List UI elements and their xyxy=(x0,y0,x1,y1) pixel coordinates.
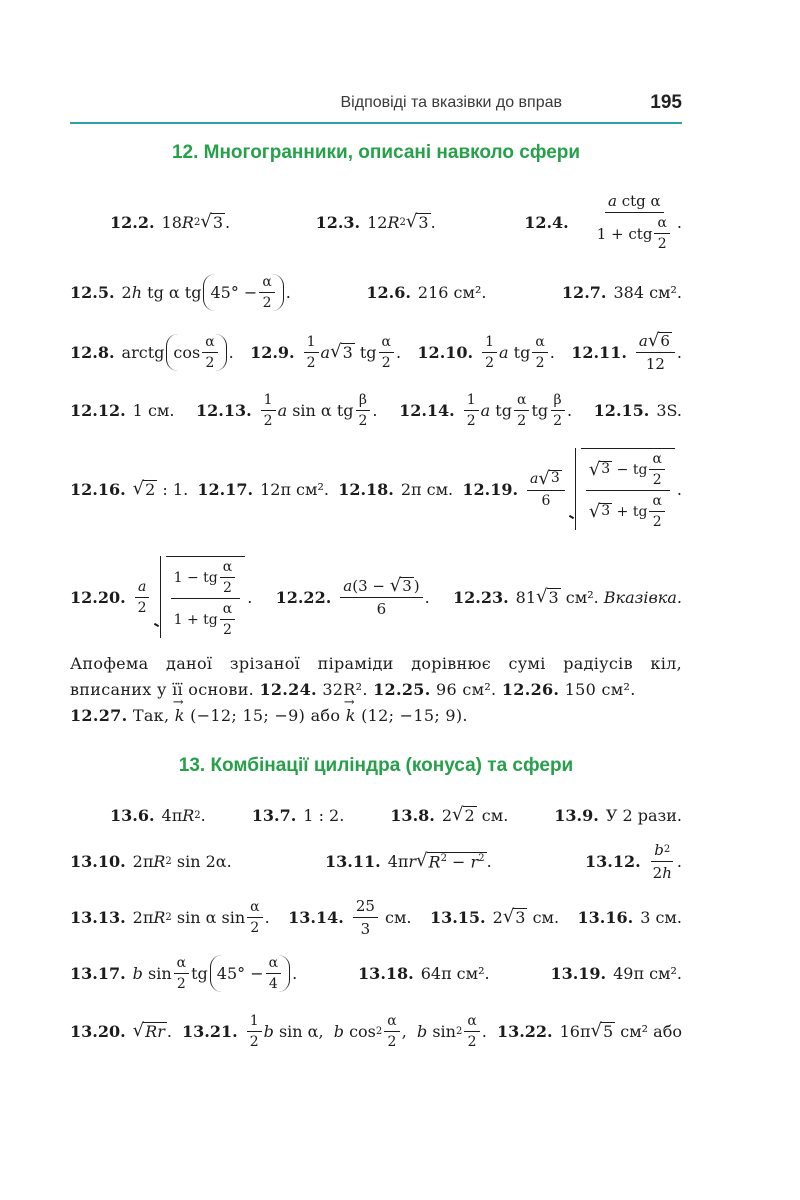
answer-13-21: 13.21. $\frac{1}{2}$ b sin α, b cos 2 $\frac{\alpha}{2}$ , b sin 2 $\frac{\alpha}{2}$ . xyxy=(182,1012,487,1050)
answer-12-11: 12.11. a √ 6 12 . xyxy=(571,329,682,373)
answer-13-8: 13.8. 2 √ 2 см. xyxy=(390,803,509,825)
answer-12-15: 12.15. 3S. xyxy=(593,400,682,420)
answer-12-4: 12.4. a ctg α 1 + ctg $\frac{\alpha}{2}$ . xyxy=(524,192,682,252)
answer-13-14: 13.14. $\frac{25}{3}$ см. xyxy=(288,896,412,938)
answers-row-12-12 xyxy=(70,386,682,434)
section-title-12: 12. Многогранники, описані навколо сфери xyxy=(171,142,581,163)
answers-row-13-10 xyxy=(70,836,682,886)
answer-13-15: 13.15. 2 √ 3 см. xyxy=(429,905,560,927)
page-header xyxy=(70,90,682,124)
answer-12-18: 12.18. 2π см. xyxy=(338,479,454,499)
answers-row-13-6 xyxy=(70,800,682,830)
answers-row-13-17 xyxy=(70,948,682,998)
page-number: 195 xyxy=(650,92,682,113)
answers-row-12-5 xyxy=(70,268,682,316)
answers-row-13-13 xyxy=(70,892,682,942)
answer-13-9: 13.9. У 2 рази. xyxy=(554,805,682,825)
answer-13-7: 13.7. 1 : 2. xyxy=(251,805,345,825)
answer-12-19: 12.19. a √ 3 6 √ 3 − tg $\frac{\alpha}{2}$ √ 3 + tg $\frac{\alpha}{2}$ . xyxy=(462,448,682,530)
answer-12-7: 12.7. 384 см². xyxy=(561,282,682,302)
answer-13-11: 13.11. 4π r √ $R^2 - r^2$ . xyxy=(325,849,492,871)
answers-row-12-2 xyxy=(70,187,682,257)
answer-12-20: 12.20. $\frac{a}{2}$ 1 − tg $\frac{\alpha}{2}$ 1 + tg $\frac{\alpha}{2}$ . xyxy=(70,556,252,638)
running-title: Відповіді та вказівки до вправ xyxy=(340,94,562,111)
answer-13-17: 13.17. b sin $\frac{\alpha}{2}$ tg 45° − $\frac{\alpha}{4}$ . xyxy=(70,954,298,992)
answer-13-16: 13.16. 3 см. xyxy=(577,907,682,927)
answer-12-9: 12.9. $\frac{1}{2}$ a √ 3 tg $\frac{\alpha}{2}$ . xyxy=(250,333,402,371)
answer-12-5: 12.5. 2 h tg α tg 45° − $\frac{\alpha}{2}$ . xyxy=(70,273,291,311)
answers-row-12-20 xyxy=(70,548,682,646)
answer-13-20: 13.20. √ Rr . xyxy=(70,1019,172,1041)
answer-13-12: 13.12. b 2 2 h . xyxy=(585,840,682,882)
answer-13-13: 13.13. 2π R 2 sin α sin $\frac{\alpha}{2}$ . xyxy=(70,898,270,936)
hint-paragraph: Апофема даної зрізаної піраміди дорівнює сумі радіусів кіл, вписаних у її основи. 12.24. 32R². 12.25. 96 см². 12.26. 150 см². 12.27. Так, → k (−12; 15; −9) або → k (12; −15; 9). xyxy=(70,651,682,729)
answer-13-19: 13.19. 49π см². xyxy=(550,963,682,983)
answer-12-3: 12.3. 12 R 2 √ 3 . xyxy=(315,210,436,232)
answer-12-17: 12.17. 12π см². xyxy=(197,479,329,499)
answer-12-8: 12.8. arctg cos $\frac{\alpha}{2}$ . xyxy=(70,333,234,371)
answer-12-12: 12.12. 1 см. xyxy=(70,400,175,420)
answer-13-10: 13.10. 2π R 2 sin 2α. xyxy=(70,851,232,871)
answer-12-6: 12.6. 216 см². xyxy=(366,282,487,302)
answer-12-14: 12.14. $\frac{1}{2}$ a tg $\frac{\alpha}{2}$ tg $\frac{\beta}{2}$ . xyxy=(399,391,573,429)
answer-13-18: 13.18. 64π см². xyxy=(358,963,490,983)
answer-12-23: 12.23. 81 √ 3 см². Вказівка. xyxy=(453,585,682,607)
answer-13-6: 13.6. 4π R 2 . xyxy=(110,805,206,825)
section-title-13: 13. Комбінації циліндра (конуса) та сфери xyxy=(178,755,574,776)
answer-12-27: 12.27. Так, → k (−12; 15; −9) або → k (12; −15; 9). xyxy=(70,703,682,729)
answers-row-12-8 xyxy=(70,328,682,376)
vector-k: → k xyxy=(175,703,185,729)
answers-row-13-20 xyxy=(70,1006,682,1056)
answers-row-12-16 xyxy=(70,440,682,538)
answer-12-10: 12.10. $\frac{1}{2}$ a tg $\frac{\alpha}{2}$ . xyxy=(417,333,555,371)
answer-12-16: 12.16. √ 2 : 1. xyxy=(70,477,189,499)
answer-13-22: 13.22. 16π √ 5 см² або xyxy=(496,1019,682,1041)
answer-12-2: 12.2. 18 R 2 √ 3 . xyxy=(110,210,231,232)
answer-12-22: 12.22. a (3 − √ 3 ) 6 . xyxy=(275,574,430,618)
answer-12-13: 12.13. $\frac{1}{2}$ a sin α tg $\frac{\beta}{2}$ . xyxy=(195,391,378,429)
